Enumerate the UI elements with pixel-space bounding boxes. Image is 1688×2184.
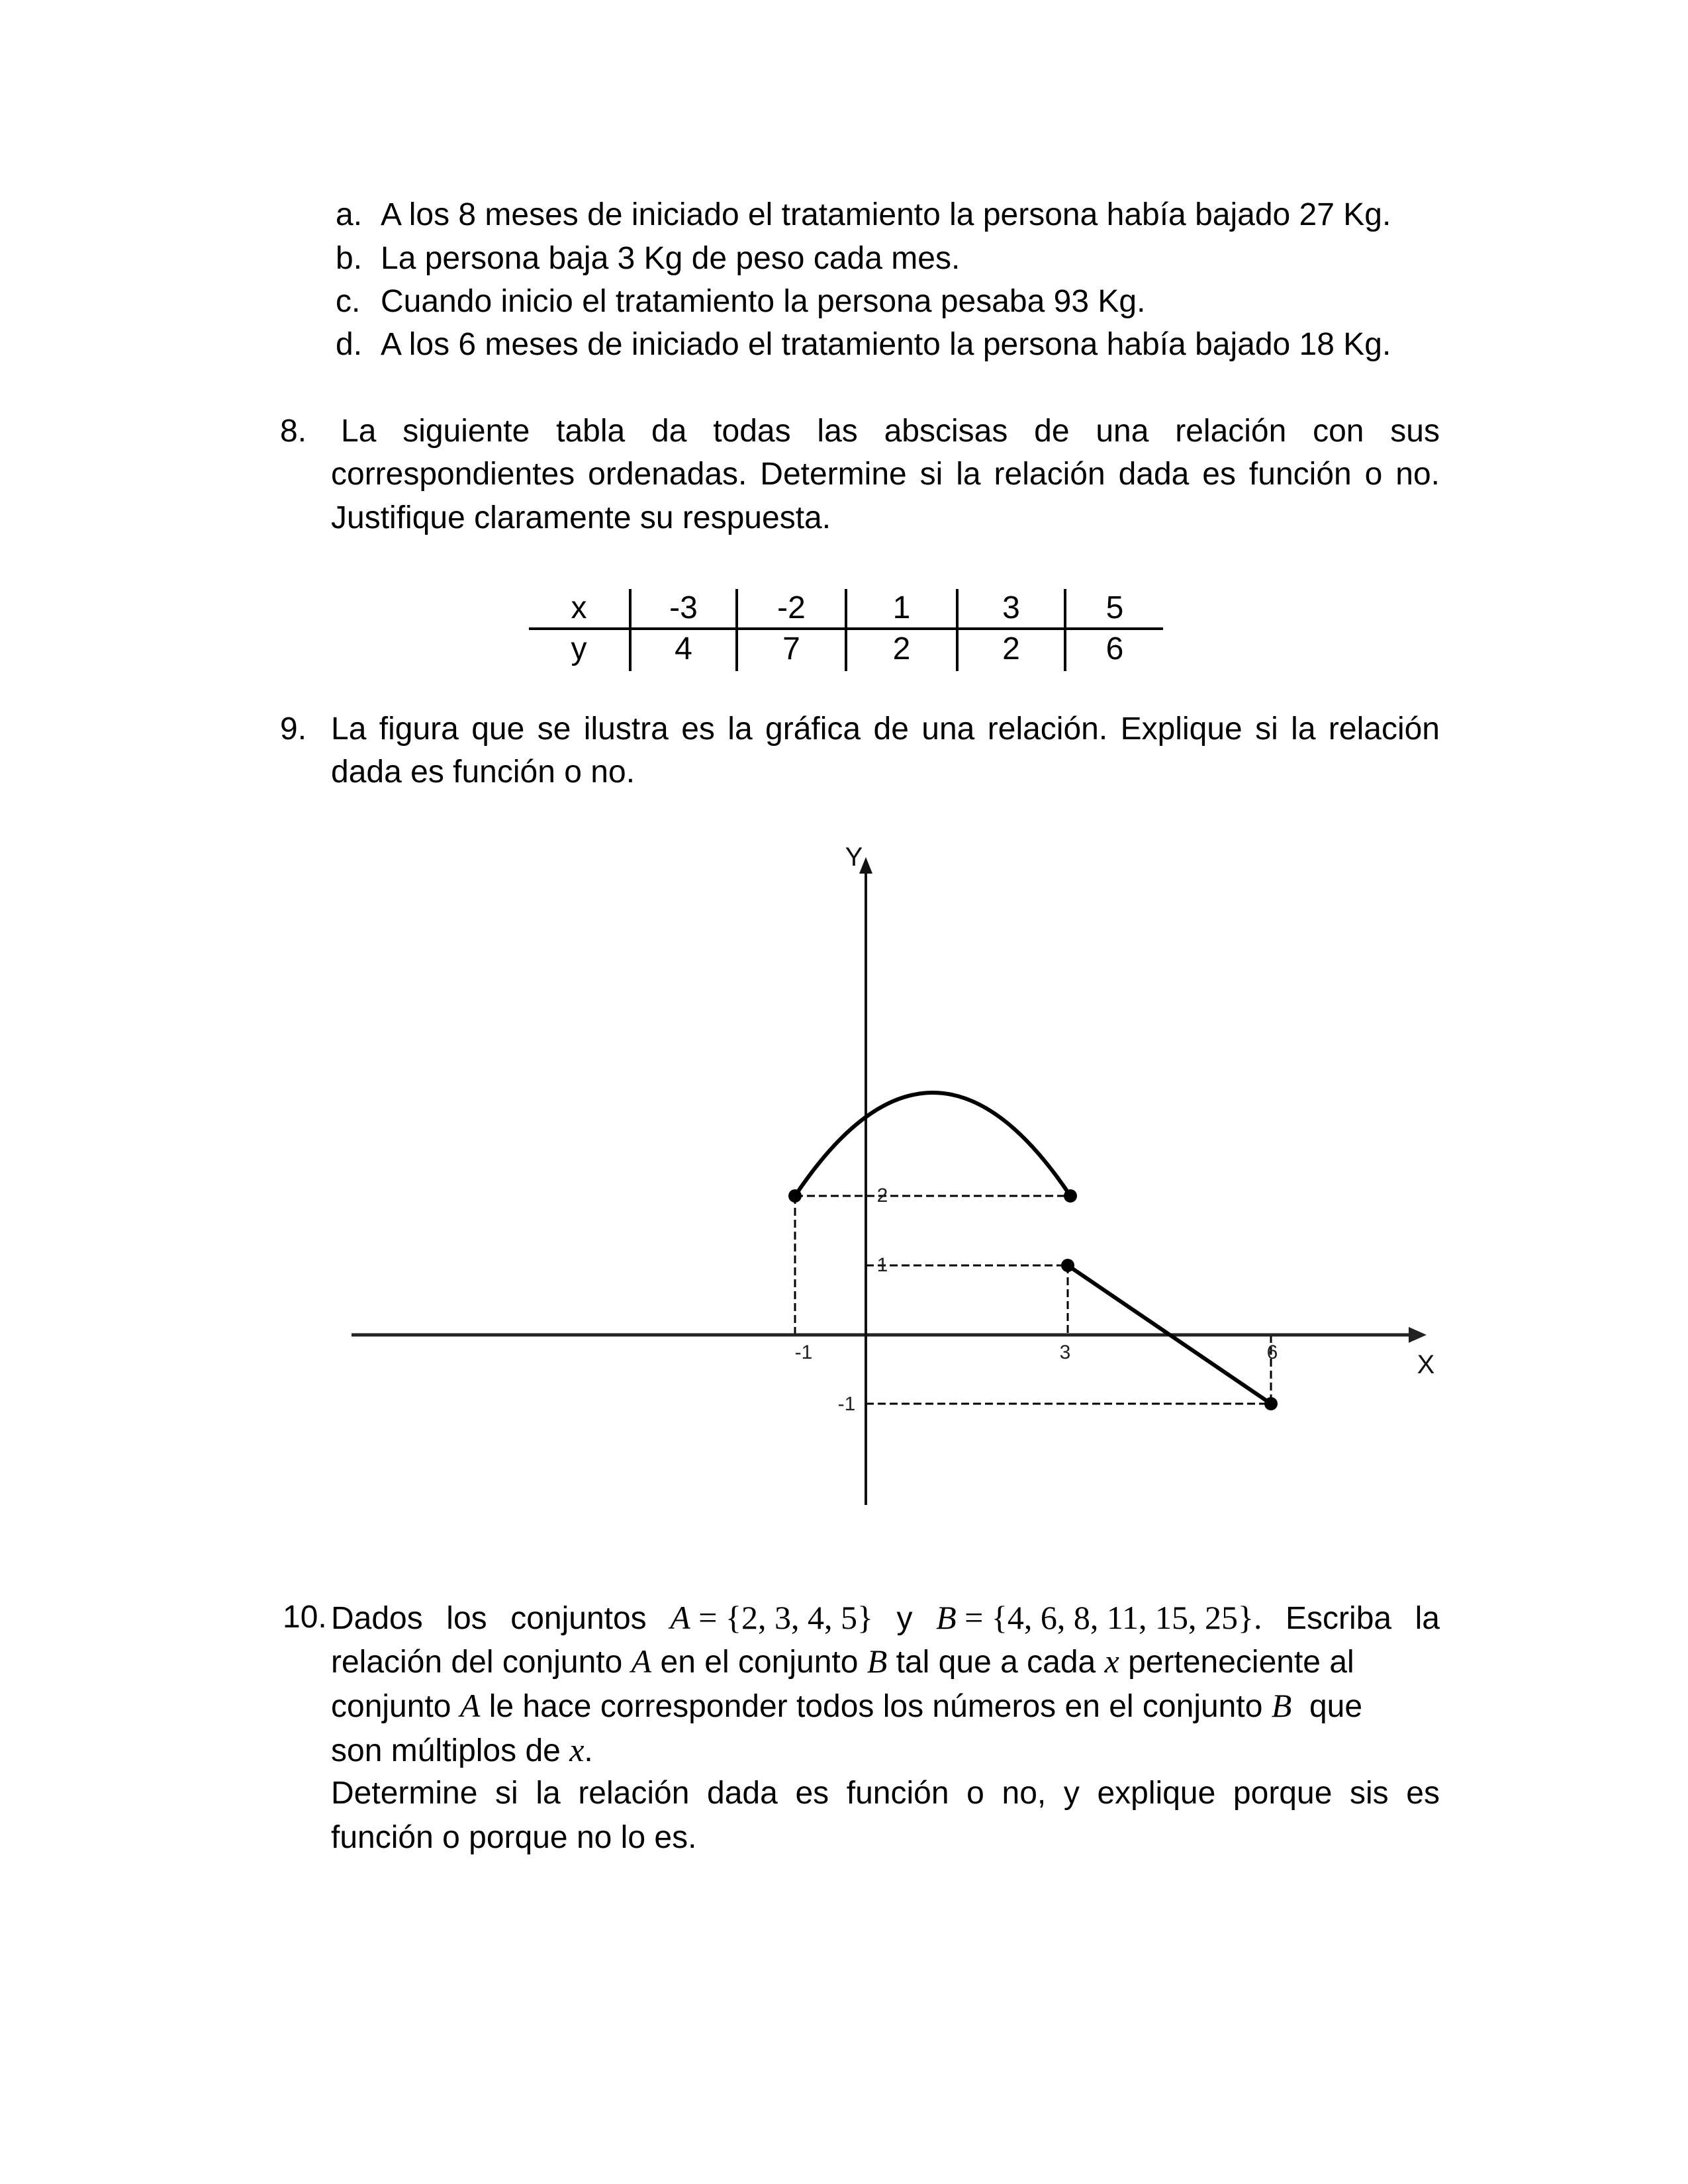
set-b-name: B	[1271, 1687, 1292, 1724]
question-10-line-2	[331, 1645, 1440, 1678]
question-8-line-1: La siguiente tabla da todas las abscisas de una relación con sus	[341, 414, 1440, 449]
set-a-name: A	[459, 1687, 481, 1724]
variable-x: x	[569, 1731, 585, 1768]
y-axis-label: Y	[845, 842, 863, 872]
set-a-elements: {2, 3, 4, 5}	[725, 1599, 873, 1636]
set-a-definition	[670, 1599, 873, 1636]
question-10-line-3	[331, 1687, 1440, 1724]
text: conjunto	[331, 1689, 460, 1724]
set-a-name: A	[670, 1599, 690, 1636]
question-9-line-1: La figura que se ilustra es la gráfica de una relación. Explique si la relación	[331, 711, 1440, 747]
text: perteneciente al	[1119, 1645, 1354, 1680]
question-9-number: 9.	[280, 711, 307, 747]
x-tick-3: 3	[1059, 1342, 1071, 1363]
word: Escriba	[1286, 1601, 1392, 1636]
parabola-arc	[795, 1093, 1070, 1196]
text: en el conjunto	[651, 1645, 867, 1680]
option-c-letter: c.	[336, 284, 361, 319]
option-c-text: Cuando inicio el tratamiento la persona pesaba 93 Kg.	[381, 284, 1146, 319]
point-3-2	[1064, 1189, 1077, 1203]
set-b-name: B	[936, 1599, 957, 1636]
question-8-line-3: Justifique claramente su respuesta.	[331, 500, 831, 535]
word: Dados	[331, 1601, 423, 1636]
variable-x: x	[1104, 1643, 1119, 1680]
word: conjuntos	[510, 1601, 647, 1636]
y-tick-1: 1	[876, 1254, 888, 1276]
table-cell-x: -2	[777, 590, 806, 625]
question-10-line-5: Determine si la relación dada es función o no, y explique porque sis es	[331, 1776, 1440, 1811]
table-cell-y: 4	[675, 631, 692, 666]
x-axis-arrow-icon	[1409, 1327, 1427, 1343]
point-6-minus1	[1264, 1397, 1278, 1410]
table-row-label-y: y	[571, 631, 587, 666]
text: que	[1291, 1689, 1363, 1724]
set-b-name: B	[867, 1643, 888, 1680]
relation-graph	[0, 821, 1688, 1522]
point-minus1-2	[788, 1189, 802, 1203]
x-tick-minus-1: -1	[794, 1342, 813, 1363]
question-9-line-2: dada es función o no.	[331, 754, 635, 790]
question-8-number: 8.	[280, 414, 307, 449]
word: los	[446, 1601, 487, 1636]
table-cell-x: -3	[669, 590, 698, 625]
option-a-text: A los 8 meses de iniciado el tratamiento la persona había bajado 27 Kg.	[381, 197, 1391, 232]
table-cell-y: 2	[1002, 631, 1020, 666]
table-cell-x: 3	[1002, 590, 1020, 625]
table-cell-y: 2	[892, 631, 911, 666]
x-axis-label: X	[1417, 1350, 1435, 1379]
text: le hace corresponder todos los números en el conjunto	[480, 1689, 1272, 1724]
question-8-line-2: correspondientes ordenadas. Determine si la relación dada es función o no.	[331, 457, 1440, 492]
word: y	[896, 1601, 913, 1636]
question-10-line-1	[331, 1599, 1440, 1636]
text: tal que a cada	[887, 1645, 1105, 1680]
option-b-text: La persona baja 3 Kg de peso cada mes.	[381, 241, 961, 276]
table-cell-x: 1	[892, 590, 911, 625]
question-10-line-4	[331, 1731, 593, 1768]
set-a-name: A	[631, 1643, 652, 1680]
y-tick-2: 2	[876, 1185, 888, 1206]
text: relación del conjunto	[331, 1645, 632, 1680]
set-b-elements: {4, 6, 8, 11, 15, 25}	[991, 1599, 1254, 1636]
option-d-letter: d.	[336, 327, 363, 362]
y-tick-minus-1: -1	[837, 1393, 856, 1415]
point-3-1	[1061, 1259, 1074, 1272]
table-cell-x: 5	[1105, 590, 1124, 625]
table-row-label-x: x	[571, 590, 587, 625]
period: .	[1253, 1599, 1262, 1636]
word: la	[1415, 1601, 1440, 1636]
option-d-text: A los 6 meses de iniciado el tratamiento la persona había bajado 18 Kg.	[381, 327, 1391, 362]
table-cell-y: 7	[782, 631, 800, 666]
question-10-line-6: función o porque no lo es.	[331, 1820, 697, 1855]
option-a-letter: a.	[336, 197, 363, 232]
x-tick-6: 6	[1266, 1342, 1278, 1363]
set-b-definition	[936, 1599, 1262, 1636]
question-10-number: 10.	[283, 1600, 327, 1635]
option-b-letter: b.	[336, 241, 363, 276]
text: son múltiplos de	[331, 1733, 570, 1768]
table-cell-y: 6	[1105, 631, 1124, 666]
equals-sign: =	[690, 1599, 726, 1636]
text: .	[584, 1733, 593, 1768]
equals-sign: =	[956, 1599, 992, 1636]
